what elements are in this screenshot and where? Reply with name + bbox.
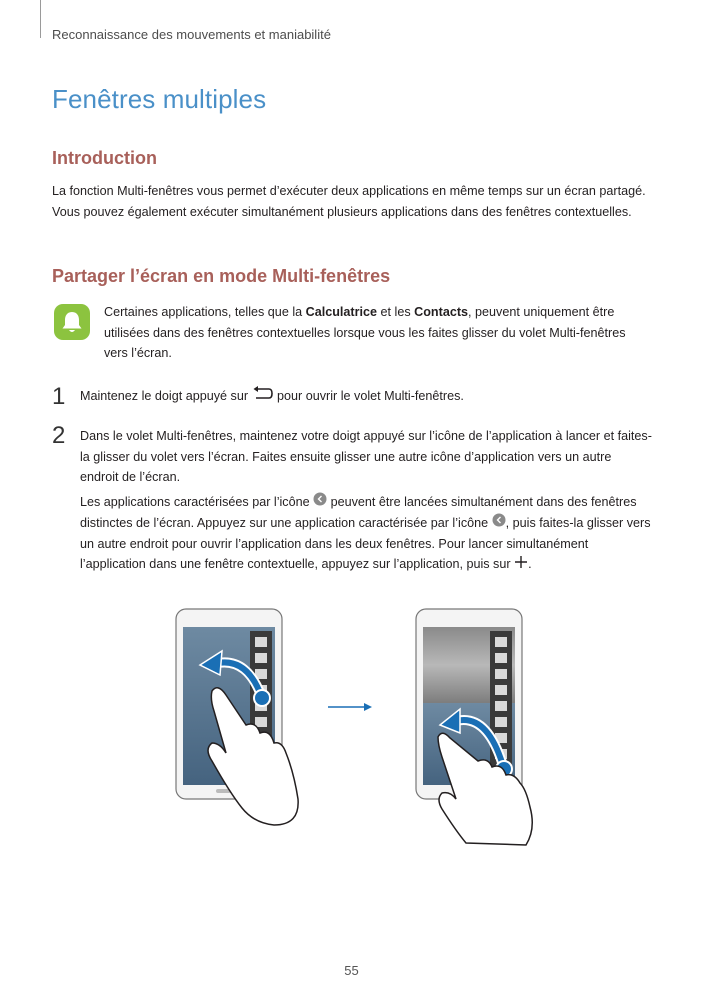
step-1-number: 1 bbox=[52, 383, 66, 410]
back-icon bbox=[252, 386, 274, 407]
multi-window-icon bbox=[313, 492, 327, 513]
intro-heading: Introduction bbox=[52, 148, 157, 168]
app-calculator: Calculatrice bbox=[305, 305, 378, 319]
step-1-text: Maintenez le doigt appuyé sur pour ouvrir le volet Multi-fenêtres. bbox=[80, 386, 652, 407]
split-heading: Partager l’écran en mode Multi-fenêtres bbox=[52, 266, 391, 286]
header-rule bbox=[40, 0, 41, 38]
intro-paragraph: La fonction Multi-fenêtres vous permet d’exécuter deux applications en même temps sur un écran partagé. Vous pouvez également exécuter simultanément plusieurs applications dans des fenêtres contextuelles. bbox=[52, 184, 646, 219]
multi-window-illustration bbox=[170, 603, 600, 858]
running-header: Reconnaissance des mouvements et maniabilité bbox=[52, 27, 331, 42]
phone-2 bbox=[416, 609, 532, 845]
plus-icon bbox=[514, 555, 528, 576]
step-2-extra-text: Les applications caractérisées par l’icône peuvent être lancées simultanément dans des fenêtres distinctes de l’écran. Appuyez sur une application caractérisée par l’icône , puis faites-la glisser vers un autre endroit pour ouvrir l’application dans les deux fenêtres. Pour lancer simultanément l’application dans une fenêtre contextuelle, appuyez sur l’application, puis sur . bbox=[80, 492, 652, 575]
note-bell-icon bbox=[54, 304, 90, 340]
app-contacts: Contacts bbox=[414, 305, 469, 319]
phone-1 bbox=[176, 609, 298, 825]
multi-window-icon-2 bbox=[492, 513, 506, 534]
page-title: Fenêtres multiples bbox=[52, 84, 267, 114]
step-2-text: Dans le volet Multi-fenêtres, maintenez votre doigt appuyé sur l’icône de l’application à lancer et faites-la glisser du volet vers l’écran. Faites ensuite glisser une autre icône d’application vers un autre endroit de l’écran. bbox=[80, 429, 652, 484]
step-2-number: 2 bbox=[52, 422, 66, 449]
transition-arrow bbox=[328, 703, 372, 711]
note-text: Certaines applications, telles que la Calculatrice et les Contacts, peuvent uniquement être utilisées dans des fenêtres contextuelles lorsque vous les faites glisser du volet Multi-fenêtres vers l’écran. bbox=[104, 305, 626, 360]
page-number: 55 bbox=[344, 963, 359, 978]
